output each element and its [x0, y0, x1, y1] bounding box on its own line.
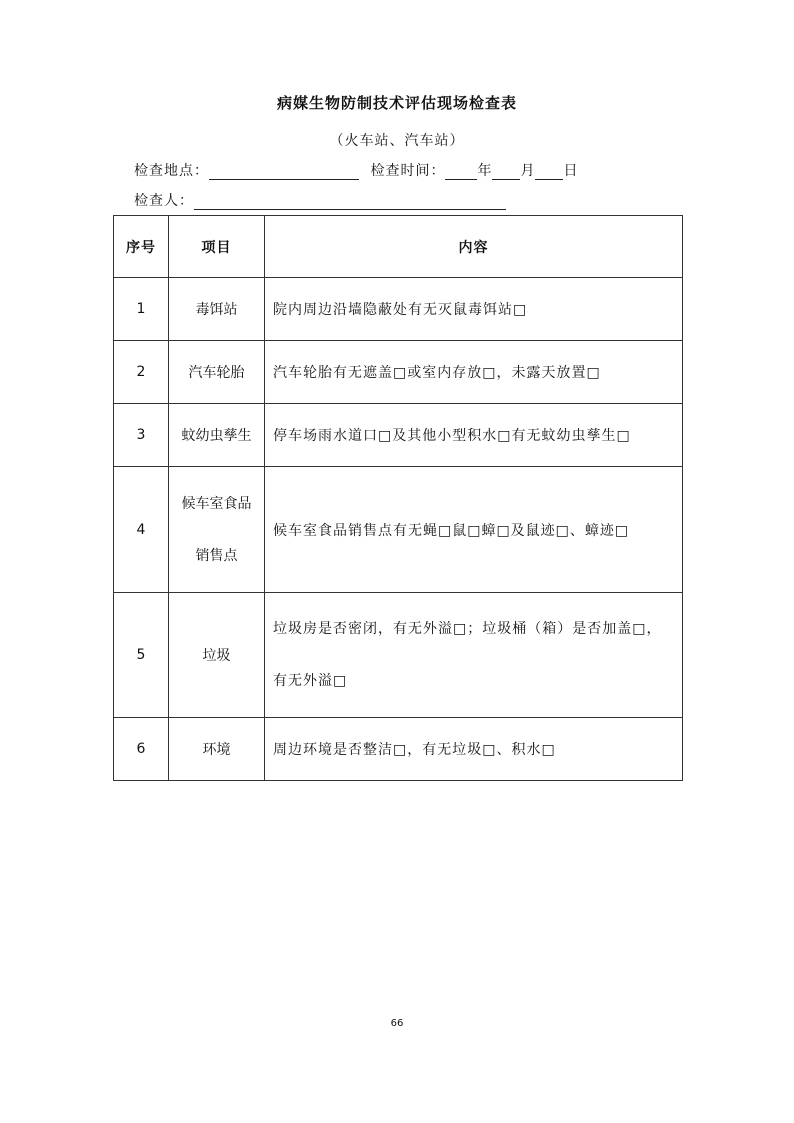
page-number: 66 — [390, 1018, 404, 1029]
row-number: 6 — [114, 718, 169, 781]
inspector-label: 检查人： — [134, 193, 194, 209]
header-number: 序号 — [114, 216, 169, 278]
table-header-row — [114, 216, 683, 278]
header-content: 内容 — [265, 216, 683, 278]
inspection-table — [113, 215, 683, 781]
year-label: 年 — [477, 163, 493, 179]
table-row — [114, 278, 683, 341]
day-blank[interactable] — [535, 164, 563, 180]
month-blank[interactable] — [492, 164, 520, 180]
row-content-line2: 有无外溢□ — [273, 673, 348, 689]
row-item: 毒饵站 — [169, 278, 265, 341]
row-item: 环境 — [169, 718, 265, 781]
row-item — [169, 467, 265, 593]
row-number: 2 — [114, 341, 169, 404]
row-number: 5 — [114, 593, 169, 718]
row-content: 周边环境是否整洁□，有无垃圾□、积水□ — [265, 718, 683, 781]
row-content: 候车室食品销售点有无蝇□鼠□蟑□及鼠迹□、蟑迹□ — [265, 467, 683, 593]
location-time-line — [134, 160, 578, 180]
header-item: 项目 — [169, 216, 265, 278]
row-content: 汽车轮胎有无遮盖□或室内存放□，未露天放置□ — [265, 341, 683, 404]
row-content: 院内周边沿墙隐蔽处有无灭鼠毒饵站□ — [265, 278, 683, 341]
day-label: 日 — [563, 163, 579, 179]
row-content-line1: 垃圾房是否密闭，有无外溢□；垃圾桶（箱）是否加盖□， — [273, 621, 662, 637]
row-number: 4 — [114, 467, 169, 593]
inspector-line — [134, 190, 506, 210]
row-item-line2: 销售点 — [195, 547, 238, 564]
row-number: 1 — [114, 278, 169, 341]
row-content — [265, 593, 683, 718]
month-label: 月 — [520, 163, 536, 179]
row-item: 蚊幼虫孳生 — [169, 404, 265, 467]
table-row — [114, 404, 683, 467]
row-item: 汽车轮胎 — [169, 341, 265, 404]
table-row — [114, 593, 683, 718]
year-blank[interactable] — [445, 164, 477, 180]
row-item: 垃圾 — [169, 593, 265, 718]
time-label: 检查时间： — [370, 163, 446, 179]
table-row — [114, 718, 683, 781]
page-subtitle: （火车站、汽车站） — [329, 133, 465, 149]
inspector-blank[interactable] — [194, 194, 506, 210]
row-item-line1: 候车室食品 — [181, 495, 252, 512]
page-title: 病媒生物防制技术评估现场检查表 — [276, 94, 517, 112]
row-content: 停车场雨水道口□及其他小型积水□有无蚊幼虫孳生□ — [265, 404, 683, 467]
location-blank[interactable] — [209, 164, 359, 180]
row-number: 3 — [114, 404, 169, 467]
location-label: 检查地点： — [134, 163, 209, 179]
table-row — [114, 341, 683, 404]
table-row — [114, 467, 683, 593]
